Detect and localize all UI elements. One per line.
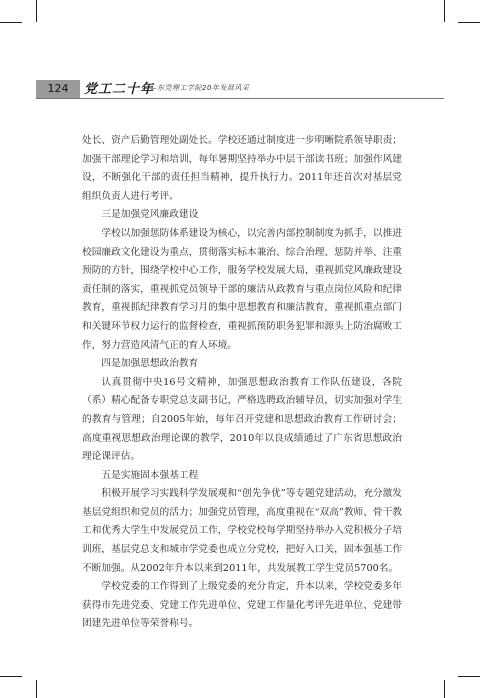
section-heading: 五是实施固本强基工程 xyxy=(101,469,199,481)
crop-mark xyxy=(0,22,22,23)
paragraph: 学校以加强惩防体系建设为核心，以完善内部控制制度为抓手，以推进校园廉政文化建设为重点，贯彻落实标本兼治、综合治理、惩防并举、注重预防的方针，围绕学校中心工作，服务学校发展大局，重视抓党风廉政建设责任制的落实，重视抓党员领导干部的廉洁从政教育与重点岗位风险和纪律教育，重视抓纪律教育学习月的集中思想教育和廉洁教育，重视抓重点部门和关键环节权力运行的监督检查，重视抓预防职务犯罪和源头上防治腐败工作，努力营造风清气正的育人环境。 xyxy=(82,227,402,351)
crop-mark xyxy=(444,0,445,22)
paragraph: 处长、资产后勤管理处副处长。学校还通过制度进一步明晰院系领导职责；加强干部理论学习和培训，每年暑期坚持举办中层干部读书班；加强作风建设，不断强化干部的责任担当精神，提升执行力。2011年还首次对基层党组织负责人进行考评。 xyxy=(82,135,402,202)
page-number: 124 xyxy=(36,80,80,98)
page-body xyxy=(82,132,402,634)
book-title: 党工二十年 xyxy=(84,82,155,97)
crop-mark xyxy=(458,22,480,23)
section-heading: 三是加强党风廉政建设 xyxy=(101,209,199,221)
crop-mark xyxy=(36,680,37,698)
paragraph: 认真贯彻中央16号文精神，加强思想政治教育工作队伍建设，各院（系）精心配备专职党总支副书记，严格选聘政治辅导员，切实加强对学生的教育与管理；自2005年始，每年召开党建和思想政治教育工作研讨会；高度重视思想政治理论课的教学，2010年以良成绩通过了广东省思想政治理论课评估。 xyxy=(82,376,402,463)
crop-mark xyxy=(458,676,480,677)
crop-mark xyxy=(36,0,37,22)
section-heading: 四是加强思想政治教育 xyxy=(101,358,199,370)
crop-mark xyxy=(0,676,22,677)
paragraph: 积极开展学习实践科学发展观和“创先争优”等专题党建活动，充分激发基层党组织和党员的活力；加强党员管理，高度重视在“双高”教师、骨干教工和优秀大学生中发展党员工作，学校党校每学期坚持举办入党积极分子培训班，基层党总支和城市学党委也成立分党校，把好入口关，固本强基工作不断加强。从2002年升本以来到2011年，共发展教工学生党员5700名。 xyxy=(82,488,402,574)
paragraph: 学校党委的工作得到了上级党委的充分肯定，升本以来，学校党委多年获得市先进党委、党建工作先进单位、党建工作量化考评先进单位、党建带团建先进单位等荣誉称号。 xyxy=(82,581,402,630)
header-rule xyxy=(36,98,444,99)
crop-mark xyxy=(444,680,445,698)
book-subtitle: ——东莞理工学院20年发展风采 xyxy=(142,84,250,92)
